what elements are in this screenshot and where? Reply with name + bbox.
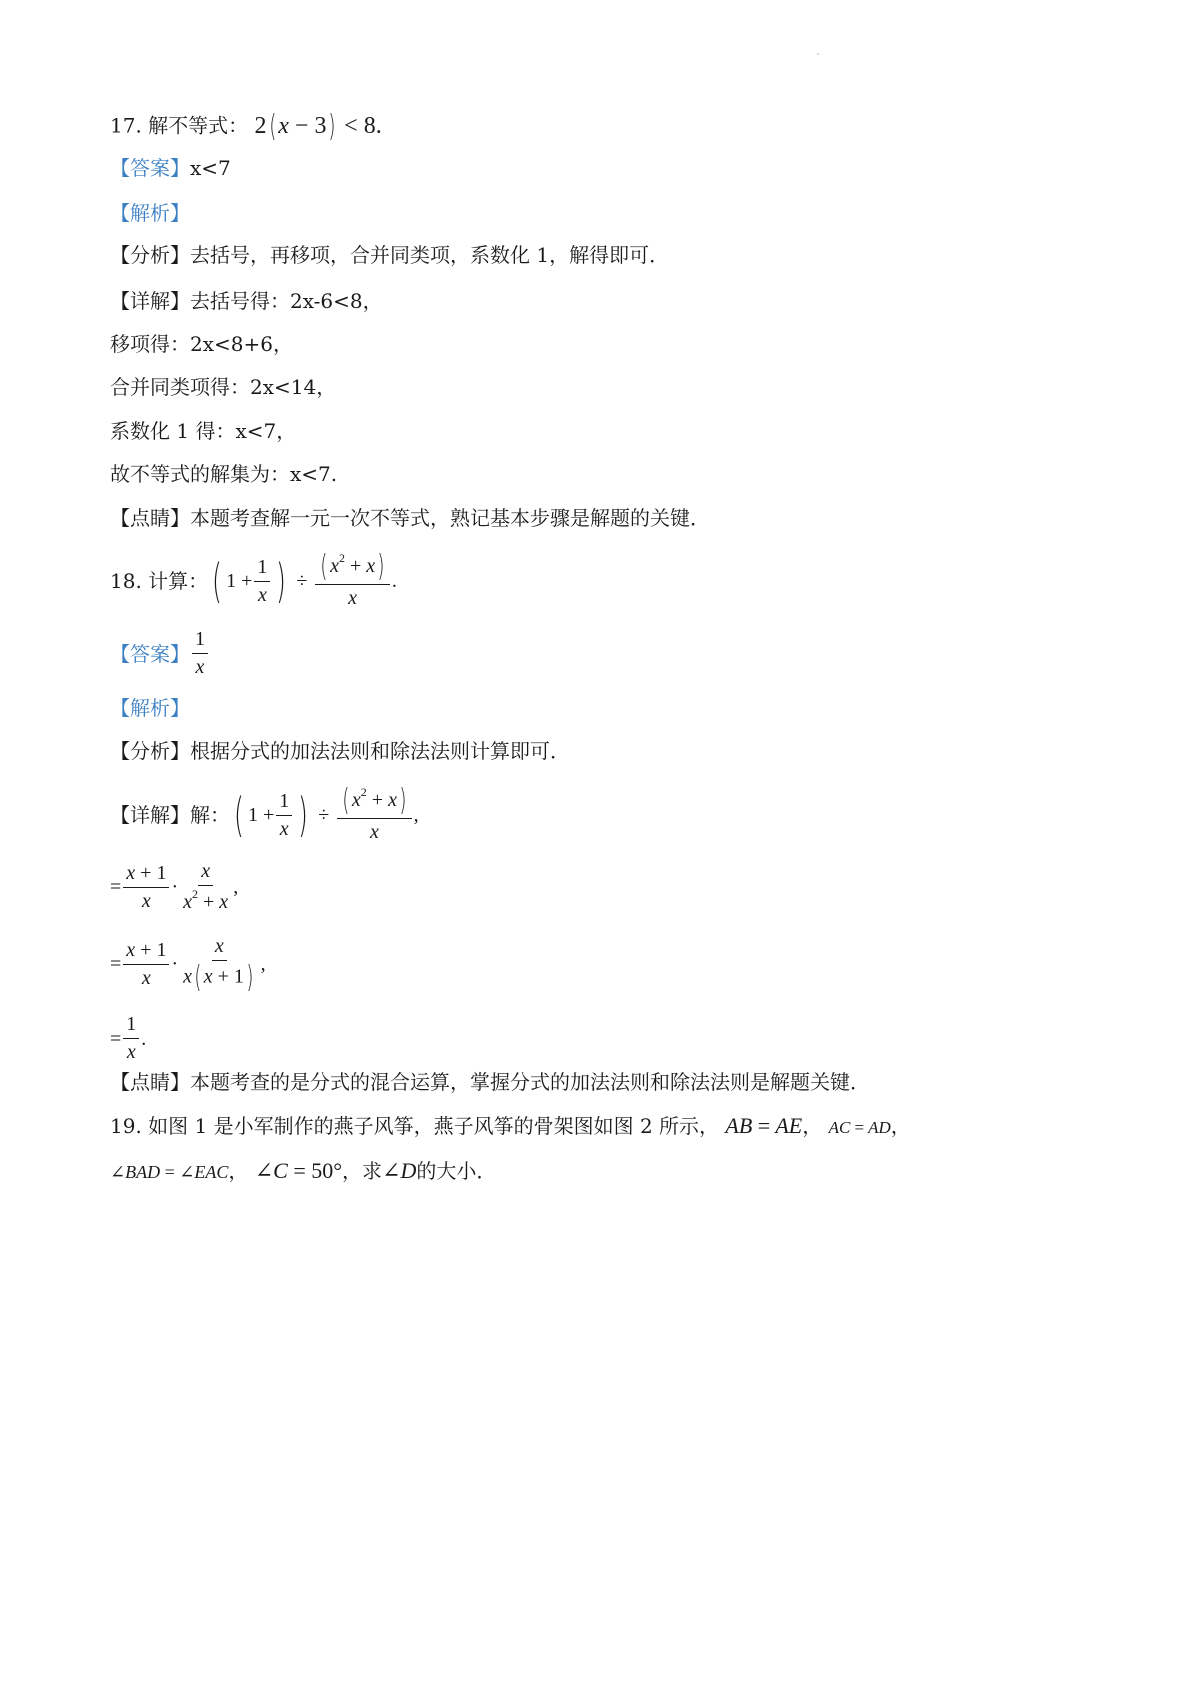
q18-fenxi-text: 根据分式的加法法则和除法法则计算即可． (190, 739, 570, 763)
q17-title-line (110, 109, 382, 144)
q17-dianjing-label: 【点睛】 (110, 506, 190, 530)
q18-answer-fraction: $\frac{1}{x}$ (192, 628, 208, 679)
q19-line2-end: 的大小． (416, 1159, 497, 1183)
q18-expression: ( 1 + $\frac{1}{x}$ ) ÷ $\frac{( x^2 + x)}{x}$ . (212, 549, 397, 610)
q17-answer: x<7 (190, 156, 231, 180)
q19-line1: 19. 如图 1 是小军制作的燕子风筝，燕子风筝的骨架图如图 2 所示， AB = AE， AC = AD， (110, 1113, 911, 1138)
q17-answer-label: 【答案】 (110, 156, 190, 180)
q17-dianjing-line (110, 508, 710, 528)
q18-dianjing-text: 本题考查的是分式的混合运算，掌握分式的加法法则和除法法则是解题关键． (190, 1070, 870, 1094)
q17-inequality: 2(x − 3) < 8. (254, 109, 382, 144)
q18-title: 18. 计算： (110, 569, 209, 594)
q19-cond-ab-ae: AB = AE (725, 1113, 803, 1138)
q18-dianjing-label: 【点睛】 (110, 1070, 190, 1094)
q17-xiangjie-line (110, 291, 383, 311)
q19-line2-tail: ，求 (342, 1159, 383, 1183)
q17-xiangjie-label: 【详解】 (110, 289, 190, 313)
q18-xiangjie-line (110, 783, 419, 844)
q17-fenxi-label: 【分析】 (110, 243, 190, 267)
q18-fenxi-label: 【分析】 (110, 739, 190, 763)
q17-step5: 故不等式的解集为：x<7. (110, 462, 338, 486)
q17-fenxi-text: 去括号，再移项，合并同类项，系数化 1，解得即可． (190, 243, 670, 267)
q17-jiexi-label: 【解析】 (110, 201, 190, 225)
q19-cond-ac-ad: AC = AD (828, 1118, 891, 1137)
q18-title-line (110, 549, 397, 610)
page-speck (817, 53, 819, 55)
q19-cond-angles: ∠BAD = ∠EAC (110, 1162, 229, 1182)
q18-answer-label: 【答案】 (110, 641, 190, 666)
q17-answer-line (110, 158, 231, 178)
q18-dianjing-line (110, 1072, 870, 1092)
q18-step3: = $\frac{1}{x}$ . (110, 1013, 147, 1063)
q18-step0: ( 1 + $\frac{1}{x}$ ) ÷ $\frac{( x^2 + x)}{x}$ , (234, 783, 419, 844)
q17-step3: 合并同类项得：2x<14， (110, 375, 337, 399)
q17-fenxi-line (110, 245, 669, 265)
q19-cond-angle-c: ∠C = 50° (254, 1158, 343, 1183)
q18-jiexi-label: 【解析】 (110, 696, 190, 720)
q18-answer-line (110, 628, 210, 679)
q18-step2: = $\frac{x + 1}{x}$ · $\frac{x}{x( x + 1)}$ , (110, 935, 266, 995)
q18-xiangjie-label: 【详解】 (110, 803, 190, 828)
q17-dianjing-text: 本题考查解一元一次不等式，熟记基本步骤是解题的关键． (190, 506, 710, 530)
q18-fenxi-line (110, 741, 570, 761)
q17-step2: 移项得：2x<8+6， (110, 332, 293, 356)
q19-title: 19. 如图 1 是小军制作的燕子风筝，燕子风筝的骨架图如图 2 所示， (110, 1114, 720, 1138)
q18-xiangjie-prefix: 解： (190, 803, 230, 828)
q19-angle-d: ∠D (382, 1158, 417, 1183)
q17-step1: 去括号得：2x-6<8， (190, 289, 383, 313)
q17-step4: 系数化 1 得：x<7， (110, 419, 297, 443)
q18-step1: = $\frac{x + 1}{x}$ · $\frac{x}{x^2 + x}$ , (110, 860, 239, 913)
q17-title: 17. 解不等式： (110, 113, 249, 138)
q19-line2: ∠BAD = ∠EAC， ∠C = 50°，求∠D的大小． (110, 1158, 497, 1183)
